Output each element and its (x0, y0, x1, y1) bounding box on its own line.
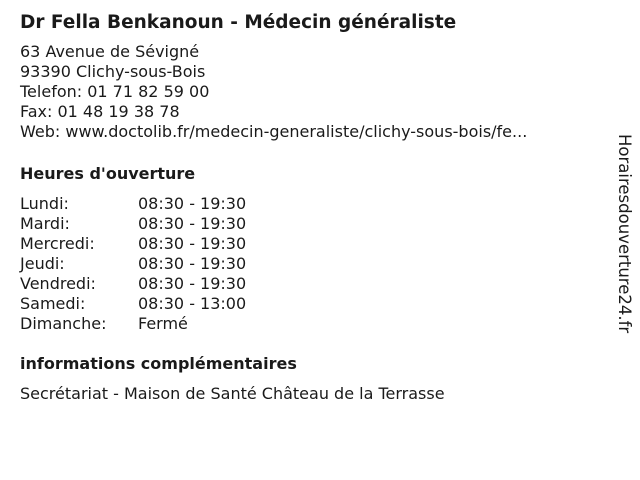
hours-row (20, 274, 246, 294)
address-block (20, 42, 600, 142)
hours-day: Jeudi: (20, 254, 65, 273)
hours-day: Samedi: (20, 294, 86, 313)
opening-hours-table (20, 194, 246, 334)
address-city: 93390 Clichy-sous-Bois (20, 62, 206, 81)
hours-day: Mardi: (20, 214, 70, 233)
info-heading: informations complémentaires (20, 354, 297, 373)
hours-day: Mercredi: (20, 234, 95, 253)
page-title: Dr Fella Benkanoun - Médecin généraliste (20, 12, 457, 33)
site-watermark: Horairesdouverture24.fr (615, 134, 634, 334)
hours-time: 08:30 - 19:30 (138, 254, 247, 273)
hours-row (20, 214, 246, 234)
fax-number: Fax: 01 48 19 38 78 (20, 102, 180, 121)
website-link[interactable]: Web: www.doctolib.fr/medecin-generaliste/clichy-sous-bois/fe... (20, 122, 528, 141)
hours-time: 08:30 - 13:00 (138, 294, 247, 313)
hours-time: 08:30 - 19:30 (138, 274, 247, 293)
hours-heading: Heures d'ouverture (20, 164, 196, 183)
hours-day: Vendredi: (20, 274, 96, 293)
phone-number: Telefon: 01 71 82 59 00 (20, 82, 210, 101)
address-street: 63 Avenue de Sévigné (20, 42, 200, 61)
hours-row (20, 314, 246, 334)
business-card (20, 10, 600, 403)
hours-day: Lundi: (20, 194, 69, 213)
info-text: Secrétariat - Maison de Santé Château de la Terrasse (20, 384, 445, 403)
hours-row (20, 234, 246, 254)
hours-time: 08:30 - 19:30 (138, 234, 247, 253)
hours-day: Dimanche: (20, 314, 107, 333)
hours-row (20, 254, 246, 274)
hours-time: Fermé (138, 314, 188, 333)
hours-row (20, 194, 246, 214)
hours-row (20, 294, 246, 314)
hours-time: 08:30 - 19:30 (138, 194, 247, 213)
hours-time: 08:30 - 19:30 (138, 214, 247, 233)
